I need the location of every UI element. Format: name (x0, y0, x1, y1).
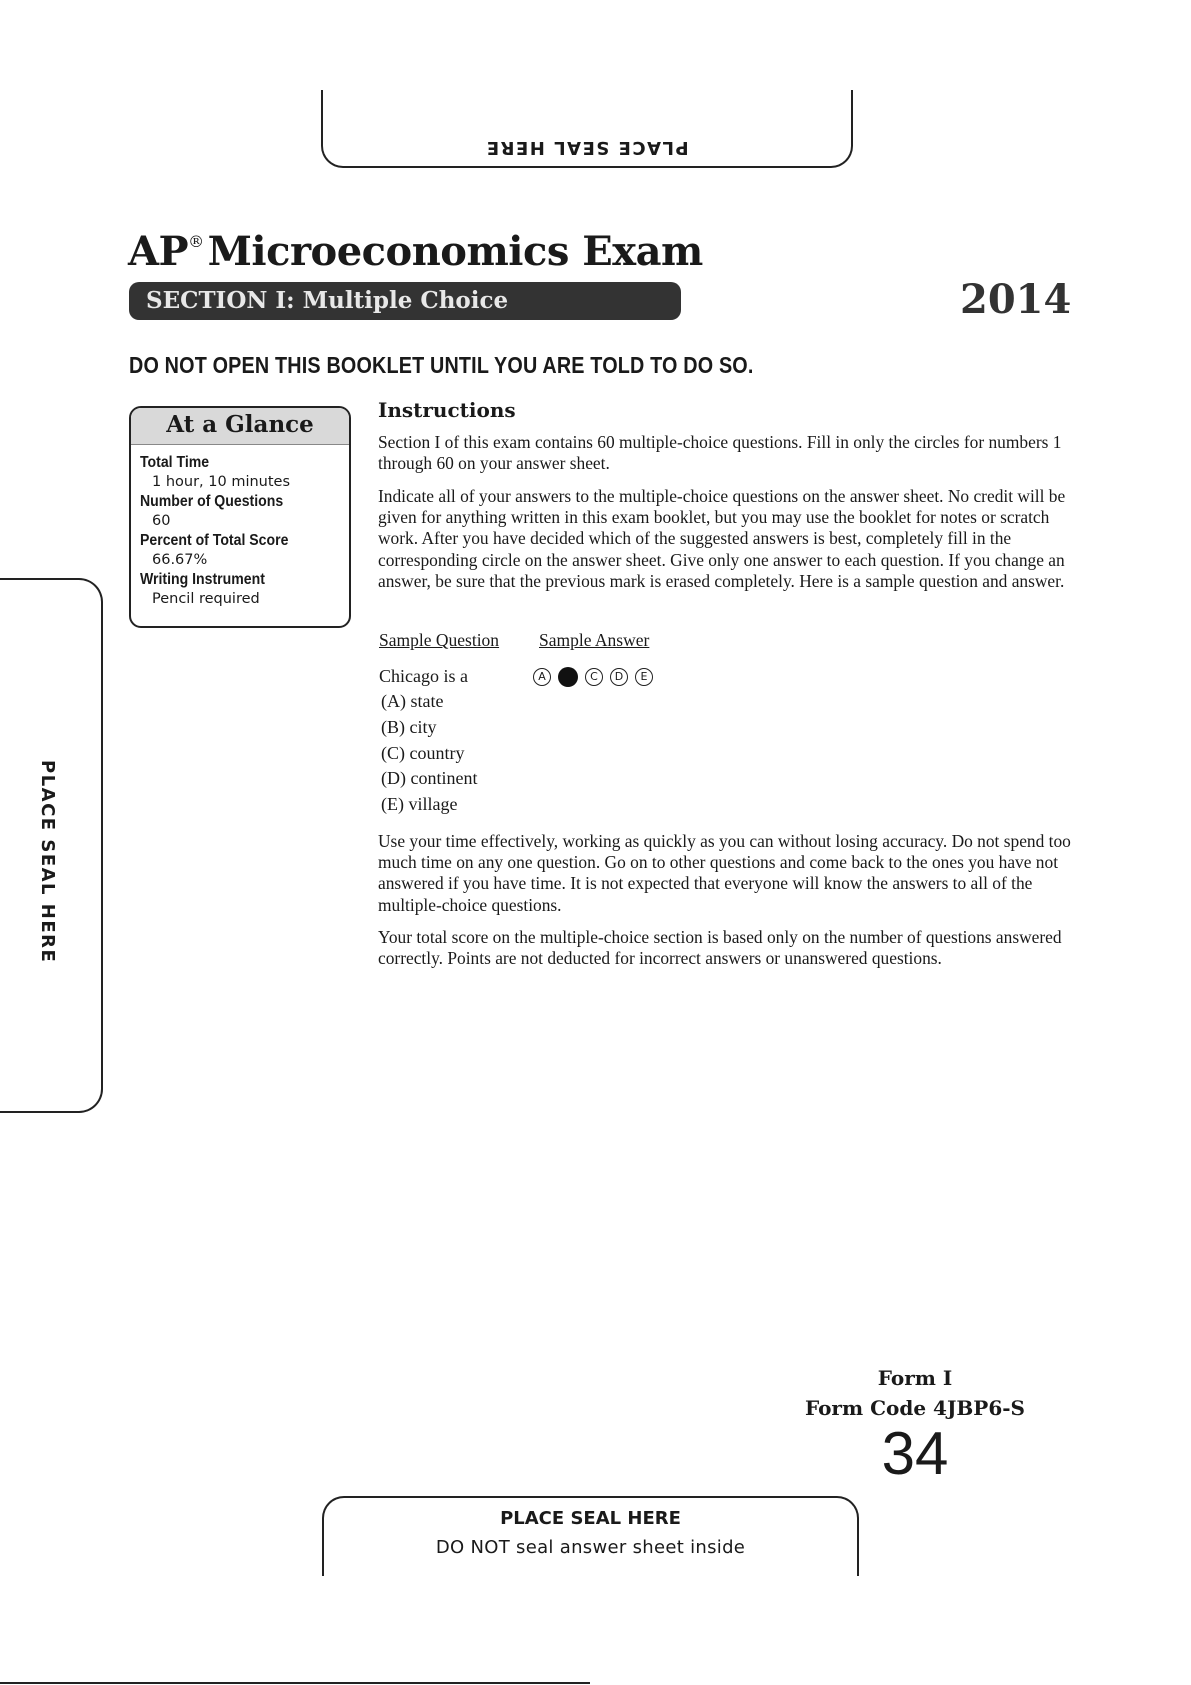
at-a-glance-list (131, 445, 349, 617)
at-a-glance-heading: At a Glance (131, 408, 349, 445)
sample-choice-b: (B) city (381, 717, 437, 737)
bottom-divider (0, 1682, 590, 1684)
sample-question-heading: Sample Question (379, 630, 500, 650)
registered-mark: ® (188, 232, 204, 251)
sample-choice-c: (C) country (381, 743, 465, 763)
glance-label-percent-score: Percent of Total Score (140, 532, 289, 549)
glance-label-writing-instrument: Writing Instrument (140, 571, 265, 588)
answer-bubble-a: A (533, 668, 551, 686)
glance-value-percent-score: 66.67% (152, 552, 208, 568)
exam-year: 2014 (960, 276, 1072, 323)
answer-bubble-e: E (635, 668, 653, 686)
glance-value-total-time: 1 hour, 10 minutes (152, 474, 291, 490)
form-code: Form Code 4JBP6-S (804, 1396, 1026, 1420)
form-info (795, 1363, 1035, 1423)
seal-tab-bottom-subtitle: DO NOT seal answer sheet inside (435, 1537, 746, 1558)
do-not-open-warning: DO NOT OPEN THIS BOOKLET UNTIL YOU ARE TOLD TO DO SO. (129, 352, 754, 378)
glance-value-writing-instrument: Pencil required (152, 591, 260, 607)
title-prefix: AP (128, 228, 189, 275)
sample-answer-bubbles (533, 668, 653, 687)
instructions-paragraph-1: Section I of this exam contains 60 multiple-choice questions. Fill in only the circles for numbers 1 through 60 on your answer sheet. (378, 432, 1062, 474)
seal-tab-bottom-title: PLACE SEAL HERE (500, 1508, 681, 1529)
sample-choice-e: (E) village (381, 794, 458, 814)
at-a-glance-box (129, 406, 351, 628)
seal-tab-side-label: PLACE SEAL HERE (37, 760, 58, 964)
instructions-paragraph-2: Indicate all of your answers to the multiple-choice questions on the answer sheet. No credit will be given for anything written in this exam booklet, but you may use the booklet for notes or scratch work. After you have decided which of the suggested answers is best, completely fill in the corresponding circle on the answer sheet. Give only one answer to each question. If you change an answer, be sure that the previous mark is erased completely. Here is a sample question and answer. (378, 486, 1066, 591)
glance-value-number-of-questions: 60 (152, 513, 171, 529)
sample-choice-a: (A) state (381, 691, 444, 711)
exam-title (128, 228, 703, 275)
instructions-paragraph-score: Your total score on the multiple-choice section is based only on the number of questions answered correctly. Points are not deducted for incorrect answers or unanswered questions. (378, 927, 1062, 969)
instructions-paragraph-time: Use your time effectively, working as quickly as you can without losing accuracy. Do not spend too much time on any one question. Go on to other questions and come back to the ones you have not answered if you have time. It is not expected that everyone will know the answers to all of the multiple-choice questions. (378, 831, 1071, 915)
glance-label-number-of-questions: Number of Questions (140, 493, 284, 510)
sample-answer-heading: Sample Answer (539, 630, 650, 650)
glance-label-total-time: Total Time (140, 454, 210, 471)
instructions-heading: Instructions (378, 398, 516, 422)
answer-bubble-b-filled (558, 667, 578, 687)
seal-tab-top (321, 90, 853, 168)
seal-tab-bottom (322, 1496, 859, 1576)
answer-bubble-d: D (610, 668, 628, 686)
seal-tab-top-label: PLACE SEAL HERE (485, 137, 689, 158)
section-banner: SECTION I: Multiple Choice (129, 282, 681, 320)
form-label: Form I (877, 1366, 953, 1390)
sample-question-text: Chicago is a (379, 666, 468, 686)
answer-bubble-c: C (585, 668, 603, 686)
title-main: Microeconomics Exam (207, 228, 703, 275)
page-number: 34 (881, 1420, 949, 1487)
sample-choice-d: (D) continent (381, 768, 478, 788)
